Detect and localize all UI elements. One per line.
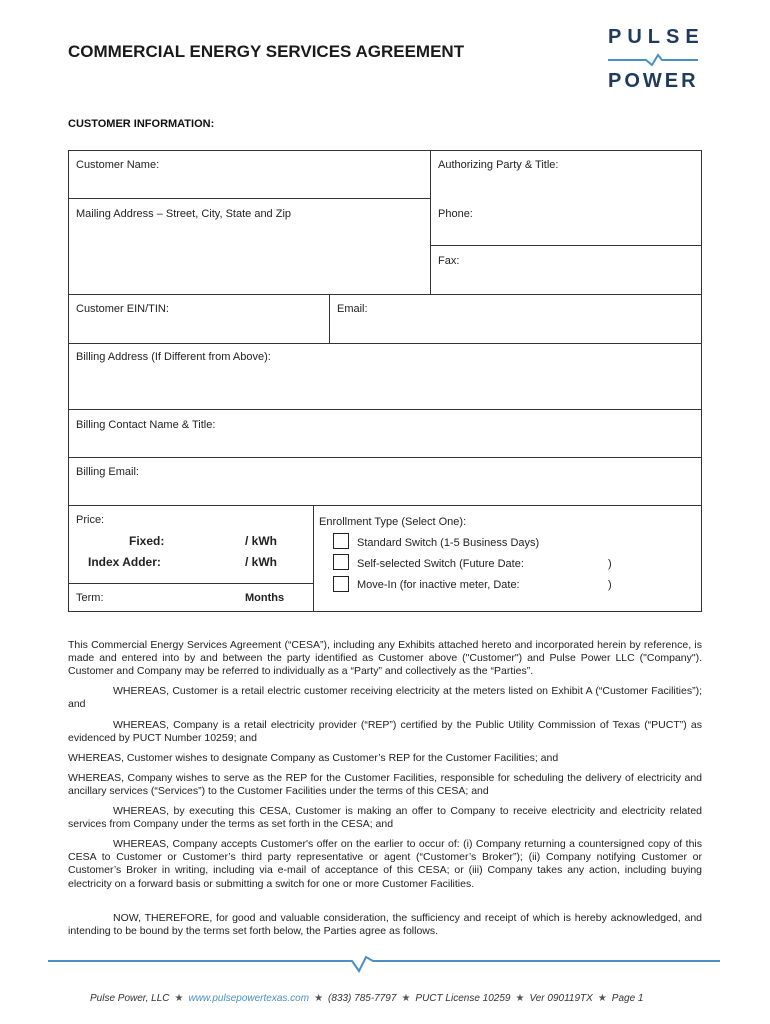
whereas-paragraph-3: WHEREAS, Customer wishes to designate Company as Customer’s REP for the Customer Facilities; and xyxy=(68,752,559,764)
document-title: COMMERCIAL ENERGY SERVICES AGREEMENT xyxy=(68,42,465,61)
billing-address-field[interactable]: Billing Address (If Different from Above): xyxy=(76,351,271,363)
whereas-paragraph-4: WHEREAS, Company wishes to serve as the REP for the Customer Facilities, responsible for scheduling the delivery of electricity and ancillary services (“Services”) to the Customer Facilities under the terms of this CESA; and xyxy=(68,772,702,798)
self-selected-switch-label: Self-selected Switch (Future Date: xyxy=(357,558,524,570)
email-field[interactable]: Email: xyxy=(337,303,368,315)
logo-line-1: PULSE xyxy=(608,26,705,48)
star-icon: ★ xyxy=(401,993,411,1004)
footer-phone: (833) 785-7797 xyxy=(328,993,397,1004)
move-in-close: ) xyxy=(608,579,612,591)
now-therefore-paragraph: NOW, THEREFORE, for good and valuable consideration, the sufficiency and receipt of which is hereby acknowledged, and intending to be bound by the terms set forth below, the Parties agree as follows. xyxy=(68,912,702,938)
fixed-price-unit: / kWh xyxy=(245,534,277,548)
self-selected-switch-close: ) xyxy=(608,558,612,570)
star-icon: ★ xyxy=(597,993,607,1004)
star-icon: ★ xyxy=(314,993,324,1004)
fixed-price-field[interactable]: Fixed: xyxy=(129,534,165,548)
self-selected-switch-checkbox[interactable] xyxy=(333,554,349,570)
intro-paragraph: This Commercial Energy Services Agreement (“CESA”), including any Exhibits attached hereto and incorporated herein by reference, is made and entered into by and between the party identified as Customer above ("Customer") and Pulse Power LLC ("Company"). Customer and Company may be referred to individually as a “Party” and collectively as the “Parties”. xyxy=(68,639,702,678)
footer-pulse-divider xyxy=(48,955,720,975)
enrollment-type-label: Enrollment Type (Select One): xyxy=(319,516,467,528)
footer-website-link[interactable]: www.pulsepowertexas.com xyxy=(188,993,310,1004)
move-in-label: Move-In (for inactive meter, Date: xyxy=(357,579,520,591)
standard-switch-label: Standard Switch (1-5 Business Days) xyxy=(357,537,540,549)
footer-company: Pulse Power, LLC xyxy=(90,993,170,1004)
pulse-power-logo xyxy=(604,26,705,96)
section-label: CUSTOMER INFORMATION: xyxy=(68,118,215,130)
term-unit: Months xyxy=(245,592,285,604)
footer-version: Ver 090119TX xyxy=(529,993,593,1004)
standard-switch-checkbox[interactable] xyxy=(333,533,349,549)
logo-line-2: POWER xyxy=(608,70,699,92)
customer-name-field[interactable]: Customer Name: xyxy=(76,159,160,171)
move-in-checkbox[interactable] xyxy=(333,576,349,592)
logo-pulse-icon xyxy=(604,53,702,67)
page-footer xyxy=(90,993,643,1004)
star-icon: ★ xyxy=(515,993,525,1004)
whereas-paragraph-5: WHEREAS, by executing this CESA, Customer is making an offer to Company to receive electricity and electricity related services from Company under the terms as set forth in the CESA; and xyxy=(68,805,702,831)
whereas-paragraph-1: WHEREAS, Customer is a retail electric customer receiving electricity at the meters listed on Exhibit A (“Customer Facilities”); and xyxy=(68,685,702,711)
footer-page-number: Page 1 xyxy=(611,993,644,1004)
whereas-paragraph-6: WHEREAS, Company accepts Customer's offer on the earlier to occur of: (i) Company returning a countersigned copy of this CESA to Customer or Customer’s third party representative or agent (“Customer’s Broker”); (ii) Company notifying Customer or Customer’s Broker in writing, including via e-mail of acceptance of this CESA; or (iii) Company takes any action, including buying electricity on a forward basis or submitting a switch for one or more Customer Facilities. xyxy=(68,838,702,890)
footer-license: PUCT License 10259 xyxy=(415,993,511,1004)
fax-field[interactable]: Fax: xyxy=(438,255,460,267)
authorizing-party-field[interactable]: Authorizing Party & Title: xyxy=(438,159,559,171)
phone-field[interactable]: Phone: xyxy=(438,208,473,220)
index-adder-unit: / kWh xyxy=(245,555,277,569)
mailing-address-field[interactable]: Mailing Address – Street, City, State and Zip xyxy=(76,208,292,220)
term-field[interactable]: Term: xyxy=(76,592,104,604)
price-label: Price: xyxy=(76,514,105,526)
customer-info-form xyxy=(68,150,702,612)
billing-email-field[interactable]: Billing Email: xyxy=(76,466,139,478)
billing-contact-field[interactable]: Billing Contact Name & Title: xyxy=(76,419,216,431)
star-icon: ★ xyxy=(174,993,184,1004)
whereas-paragraph-2: WHEREAS, Company is a retail electricity provider (“REP”) certified by the Public Utility Commission of Texas (“PUCT”) as evidenced by PUCT Number 10259; and xyxy=(68,719,702,745)
index-adder-field[interactable]: Index Adder: xyxy=(88,555,161,569)
ein-field[interactable]: Customer EIN/TIN: xyxy=(76,303,169,315)
